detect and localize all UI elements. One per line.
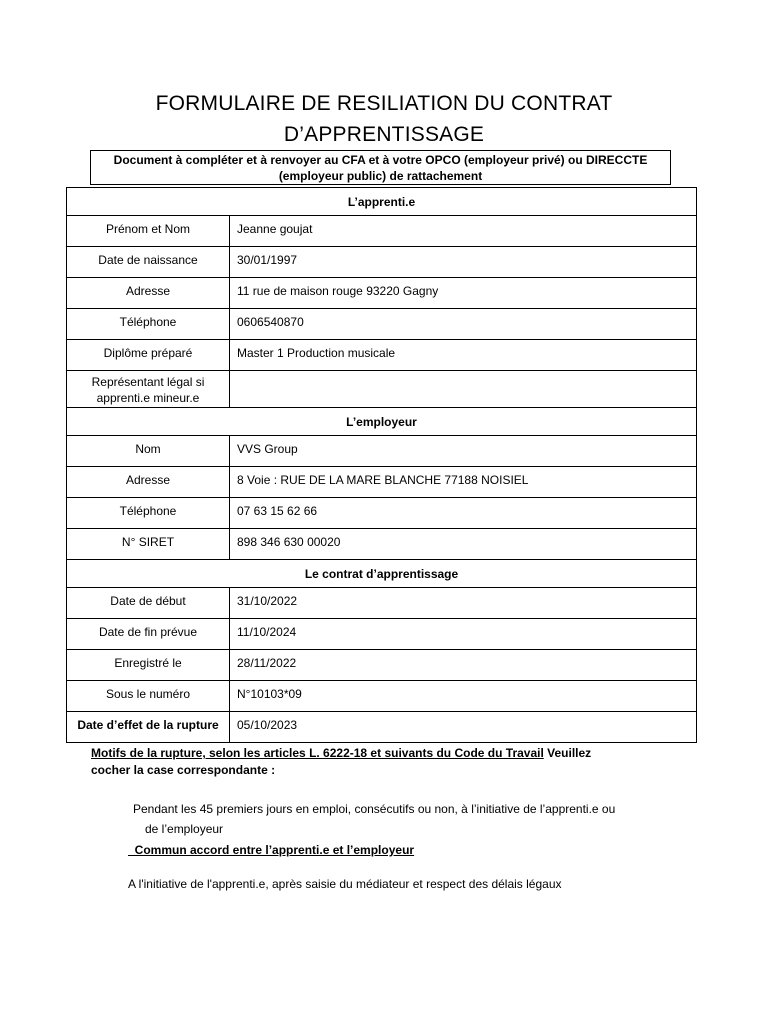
reason-option-text: Pendant les 45 premiers jours en emploi, consécutifs ou non, à l’initiative de l’apprenti.e ou	[133, 802, 616, 816]
table-row	[67, 529, 697, 560]
field-label: N° SIRET	[67, 529, 230, 560]
contract-registered-date-field[interactable]: 28/11/2022	[230, 650, 697, 681]
contract-start-date-field[interactable]: 31/10/2022	[230, 588, 697, 619]
table-row	[67, 309, 697, 340]
instructions-line2: (employeur public) de rattachement	[278, 169, 483, 183]
termination-reasons-heading: Motifs de la rupture, selon les articles L. 6222-18 et suivants du Code du Travail	[91, 746, 544, 760]
apprenti-address-field[interactable]: 11 rue de maison rouge 93220 Gagny	[230, 278, 697, 309]
field-label: Téléphone	[67, 309, 230, 340]
table-row	[67, 436, 697, 467]
field-label: Prénom et Nom	[67, 216, 230, 247]
field-label: Adresse	[67, 467, 230, 498]
reason-option-text-continued: de l’employeur	[145, 822, 224, 836]
form-title	[0, 88, 768, 150]
instructions-line1: Document à compléter et à renvoyer au CFA et à votre OPCO (employeur privé) ou DIRECCTE	[113, 153, 648, 167]
employer-address-field[interactable]: 8 Voie : RUE DE LA MARE BLANCHE 77188 NOISIEL	[230, 467, 697, 498]
field-label	[67, 371, 230, 408]
table-row	[67, 681, 697, 712]
apprenti-phone-field[interactable]: 0606540870	[230, 309, 697, 340]
field-label: Date de début	[67, 588, 230, 619]
employer-name-field[interactable]: VVS Group	[230, 436, 697, 467]
form-table	[66, 187, 697, 743]
table-row	[67, 278, 697, 309]
table-row	[67, 619, 697, 650]
field-label: Sous le numéro	[67, 681, 230, 712]
form-title-line1: FORMULAIRE DE RESILIATION DU CONTRAT	[155, 92, 613, 115]
table-row	[67, 498, 697, 529]
field-label-line2: apprenti.e mineur.e	[96, 391, 200, 405]
legal-representative-field[interactable]	[230, 371, 697, 408]
contract-end-date-field[interactable]: 11/10/2024	[230, 619, 697, 650]
table-row	[67, 712, 697, 743]
field-label-line1: Représentant légal si	[91, 375, 205, 389]
field-label: Date d’effet de la rupture	[67, 712, 230, 743]
apprenti-diploma-field[interactable]: Master 1 Production musicale	[230, 340, 697, 371]
table-row	[67, 588, 697, 619]
instructions-box	[90, 150, 671, 185]
section-apprenti-heading: L’apprenti.e	[67, 188, 697, 216]
apprenti-name-field[interactable]: Jeanne goujat	[230, 216, 697, 247]
field-label: Diplôme préparé	[67, 340, 230, 371]
employer-phone-field[interactable]: 07 63 15 62 66	[230, 498, 697, 529]
contract-number-field[interactable]: N°10103*09	[230, 681, 697, 712]
table-row	[67, 371, 697, 408]
section-contrat-heading: Le contrat d’apprentissage	[67, 560, 697, 588]
apprenti-birthdate-field[interactable]: 30/01/1997	[230, 247, 697, 278]
field-label: Nom	[67, 436, 230, 467]
section-employeur-heading: L’employeur	[67, 408, 697, 436]
table-row	[67, 467, 697, 498]
termination-reasons-instructions	[91, 745, 631, 779]
reason-option-mutual-agreement[interactable]: Commun accord entre l’apprenti.e et l’employeur	[128, 843, 415, 857]
table-row	[67, 247, 697, 278]
form-title-line2: D’APPRENTISSAGE	[283, 123, 485, 146]
field-label: Enregistré le	[67, 650, 230, 681]
reason-option-45-days[interactable]	[133, 799, 673, 839]
termination-reasons-instruction-line2: cocher la case correspondante :	[91, 763, 276, 777]
termination-reasons-instruction-part: Veuillez	[543, 746, 592, 760]
field-label: Adresse	[67, 278, 230, 309]
field-label: Date de naissance	[67, 247, 230, 278]
termination-effective-date-field[interactable]: 05/10/2023	[230, 712, 697, 743]
employer-siret-field[interactable]: 898 346 630 00020	[230, 529, 697, 560]
field-label: Date de fin prévue	[67, 619, 230, 650]
field-label: Téléphone	[67, 498, 230, 529]
table-row	[67, 216, 697, 247]
table-row	[67, 650, 697, 681]
table-row	[67, 340, 697, 371]
reason-option-mediator[interactable]: A l'initiative de l'apprenti.e, après saisie du médiateur et respect des délais légaux	[128, 877, 562, 891]
